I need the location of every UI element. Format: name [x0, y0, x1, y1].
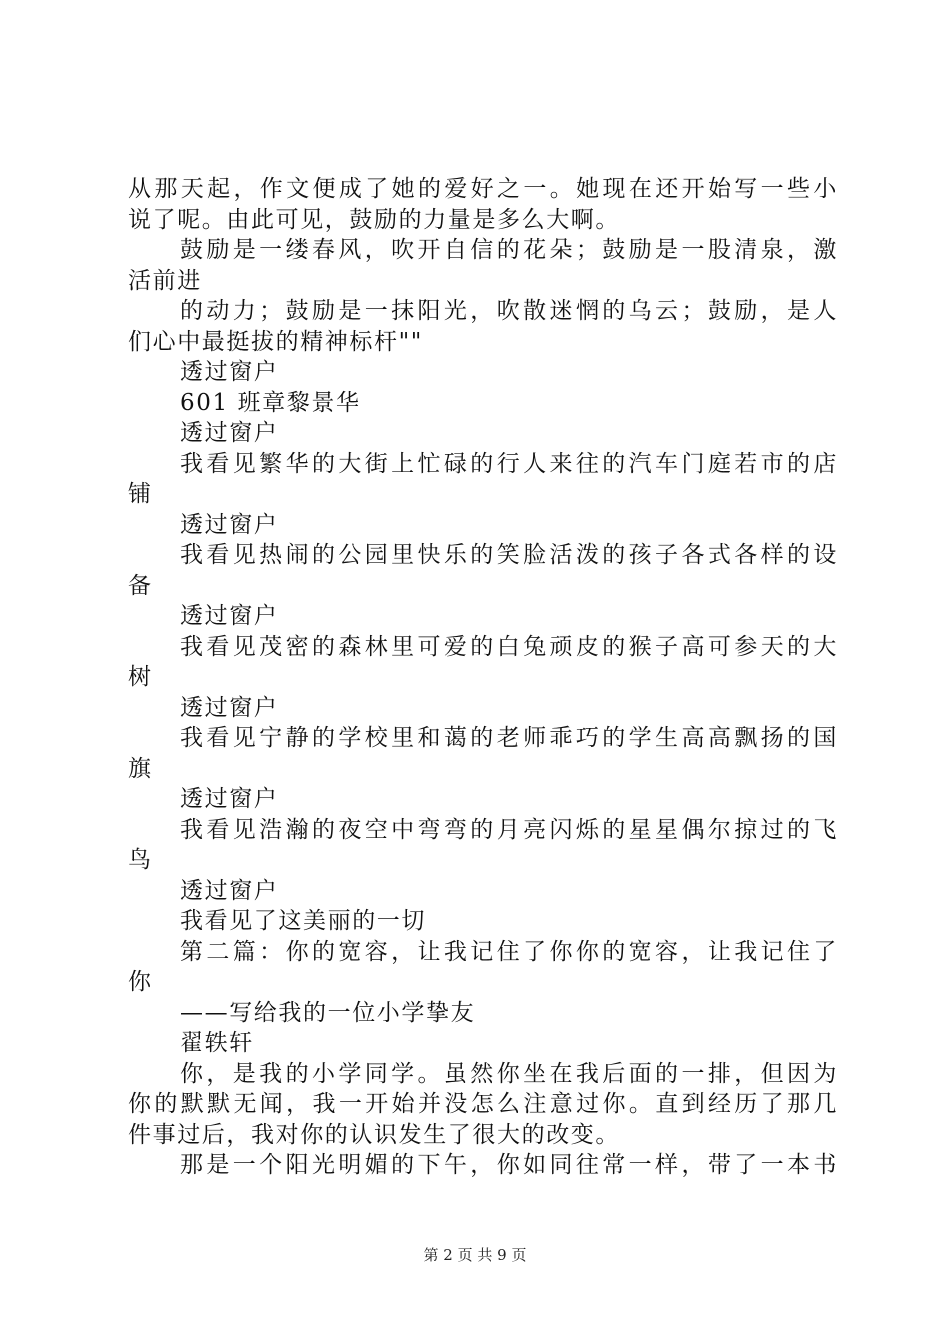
text-line: 鸟 — [128, 847, 153, 873]
text-line: 备 — [128, 572, 153, 599]
section-heading: 第二篇：你的宽容，让我记住了你你的宽容，让我记住了 — [180, 938, 838, 965]
text-line: 铺 — [128, 481, 153, 507]
text-line: 透过窗户 — [180, 877, 279, 904]
text-line: 们心中最挺拔的精神标杆"" — [128, 328, 423, 355]
text-line: 旗 — [128, 755, 153, 782]
text-line: 我看见宁静的学校里和蔼的老师乖巧的学生高高飘扬的国 — [180, 725, 838, 751]
text-line: 我看见繁华的大街上忙碌的行人来往的汽车门庭若市的店 — [180, 450, 838, 477]
text-line: 活前进 — [128, 267, 202, 294]
text-line: 透过窗户 — [180, 694, 279, 721]
text-line: 601 班章黎景华 — [180, 389, 361, 416]
text-line: 件事过后，我对你的认识发生了很大的改变。 — [128, 1121, 620, 1148]
text-line: 透过窗户 — [180, 420, 279, 446]
text-line: 说了呢。由此可见，鼓励的力量是多么大啊。 — [128, 206, 620, 233]
text-line: 透过窗户 — [180, 359, 279, 385]
text-line: 我看见了这美丽的一切 — [180, 908, 426, 934]
text-line: 透过窗户 — [180, 786, 279, 812]
author-name: 翟轶轩 — [180, 1030, 254, 1056]
text-line: 我看见浩瀚的夜空中弯弯的月亮闪烁的星星偶尔掠过的飞 — [180, 816, 838, 843]
text-line: 那是一个阳光明媚的下午，你如同往常一样，带了一本书 — [180, 1152, 838, 1178]
text-line: 树 — [128, 664, 153, 690]
page-footer: 第 2 页 共 9 页 — [423, 1246, 527, 1264]
text-line: 你，是我的小学同学。虽然你坐在我后面的一排，但因为 — [180, 1060, 838, 1087]
text-line: 你的默默无闻，我一开始并没怎么注意过你。直到经历了那几 — [128, 1091, 838, 1117]
text-line: 鼓励是一缕春风，吹开自信的花朵；鼓励是一股清泉，激 — [180, 237, 838, 263]
text-line: 透过窗户 — [180, 603, 279, 629]
text-line: 我看见茂密的森林里可爱的白兔顽皮的猴子高可参天的大 — [180, 633, 838, 660]
subtitle: ——写给我的一位小学挚友 — [180, 999, 476, 1026]
text-line: 透过窗户 — [180, 511, 279, 538]
body-text — [128, 174, 838, 1181]
text-line: 的动力；鼓励是一抹阳光，吹散迷惘的乌云；鼓励，是人 — [180, 298, 838, 324]
section-heading-continued: 你 — [128, 969, 153, 995]
text-line: 我看见热闹的公园里快乐的笑脸活泼的孩子各式各样的设 — [180, 542, 838, 568]
text-line: 从那天起，作文便成了她的爱好之一。她现在还开始写一些小 — [128, 176, 838, 202]
